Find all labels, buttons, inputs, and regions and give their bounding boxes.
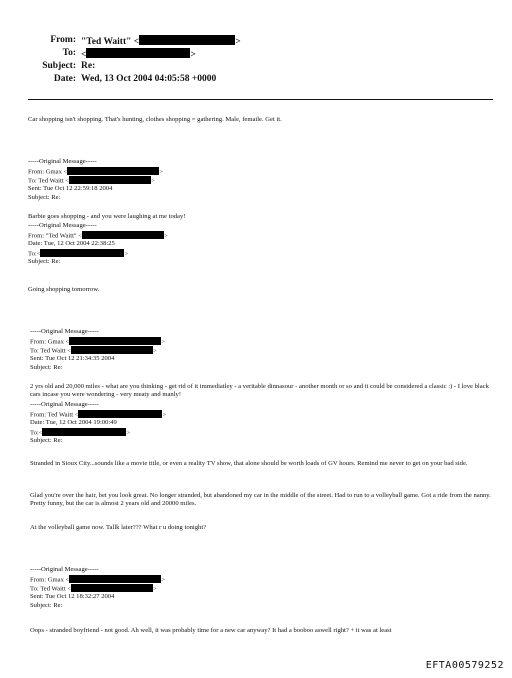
redaction-block	[86, 48, 190, 58]
original-message-marker: -----Original Message-----	[28, 222, 97, 229]
redaction-block	[139, 35, 235, 45]
redaction-block	[67, 167, 159, 175]
paragraph: Car shopping isn't shopping. That's hunting, clothes shopping = gathering. Male, femaile. Get it.	[28, 116, 282, 123]
quoted-to: To: Ted Waitt < >	[30, 585, 157, 593]
redaction-block	[82, 231, 164, 239]
date-value: Wed, 13 Oct 2004 04:05:58 +0000	[81, 74, 217, 84]
quoted-to: To: Ted Waitt < >	[28, 177, 155, 185]
original-message-marker: -----Original Message-----	[28, 158, 97, 165]
quoted-to: To:< >	[30, 429, 131, 437]
redaction-block	[69, 337, 161, 345]
to-value: <	[81, 50, 87, 60]
redaction-block	[69, 575, 161, 583]
quoted-subject: Subject: Re:	[28, 258, 61, 265]
from-label: From:	[50, 35, 76, 45]
paragraph: Glad you're over the hair, bet you look great. No longer stranded, but abandoned my car in the middle of the street. Had to run to a volleyball game. Got a ride from the nanny. Pretty funny, but the car is almost 2 years old and 20000 miles.	[30, 492, 491, 508]
document-id: EFTA00579252	[425, 660, 504, 671]
quoted-from: From: Gmax < >	[28, 168, 163, 176]
quoted-date: Date: Tue, 12 Oct 2004 22:38:25	[28, 240, 115, 247]
quoted-subject: Subject: Re:	[30, 364, 63, 371]
subject-value: Re:	[81, 61, 96, 71]
quoted-to: To:< >	[28, 250, 129, 258]
quoted-sent: Sent: Tue Oct 12 18:32:27 2004	[30, 593, 115, 600]
quoted-subject: Subject: Re:	[28, 194, 61, 201]
paragraph: 2 yrs old and 20,000 miles - what are you thinking - get rid of it immediatley - a veritable dinnasour - another month or so and it could be considered a classic :) - I love black cars incase you were wondering - very meaty and manly!	[30, 383, 489, 399]
quoted-from: From: Gmax < >	[30, 338, 165, 346]
original-message-marker: -----Original Message-----	[30, 328, 99, 335]
from-value: "Ted Waitt" <	[81, 37, 140, 47]
subject-label: Subject:	[42, 61, 76, 71]
redaction-block	[40, 249, 124, 257]
paragraph: Stranded in Sioux City...sounds like a movie title, or even a reality TV show, that alone should be worth loads of GV hours. Remind me never to get on your bad side.	[30, 460, 468, 467]
paragraph: Barbie goes shopping - and you were laughing at me today!	[28, 213, 186, 220]
original-message-marker: -----Original Message-----	[30, 566, 99, 573]
quoted-sent: Sent: Tue Oct 12 21:34:35 2004	[30, 355, 115, 362]
quoted-from: From: Gmax < >	[30, 576, 165, 584]
header-divider	[28, 99, 493, 100]
redaction-block	[78, 410, 162, 418]
redaction-block	[69, 176, 151, 184]
redaction-block	[42, 428, 126, 436]
paragraph: At the volleyball game now. Tallk later??? What r u doing tonight?	[30, 524, 207, 531]
redaction-block	[71, 584, 153, 592]
quoted-from: From: Ted Waitt < >	[30, 411, 167, 419]
to-label: To:	[62, 48, 76, 58]
date-label: Date:	[53, 74, 76, 84]
quoted-to: To: Ted Waitt < >	[30, 347, 157, 355]
quoted-date: Date: Tue, 12 Oct 2004 19:00:49	[30, 419, 117, 426]
paragraph: Going shopping tomorrow.	[28, 286, 100, 293]
quoted-subject: Subject: Re:	[30, 602, 63, 609]
quoted-from: From: "Ted Waitt" < >	[28, 232, 168, 240]
original-message-marker: -----Original Message-----	[30, 401, 99, 408]
redaction-block	[71, 346, 153, 354]
paragraph: Oops - stranded boyfriend - not good. Ah well, it was probably time for a new car anyway? It had a booboo aswell right? + it was at least	[30, 627, 392, 634]
quoted-sent: Sent: Tue Oct 12 22:59:18 2004	[28, 185, 113, 192]
quoted-subject: Subject: Re:	[30, 437, 63, 444]
